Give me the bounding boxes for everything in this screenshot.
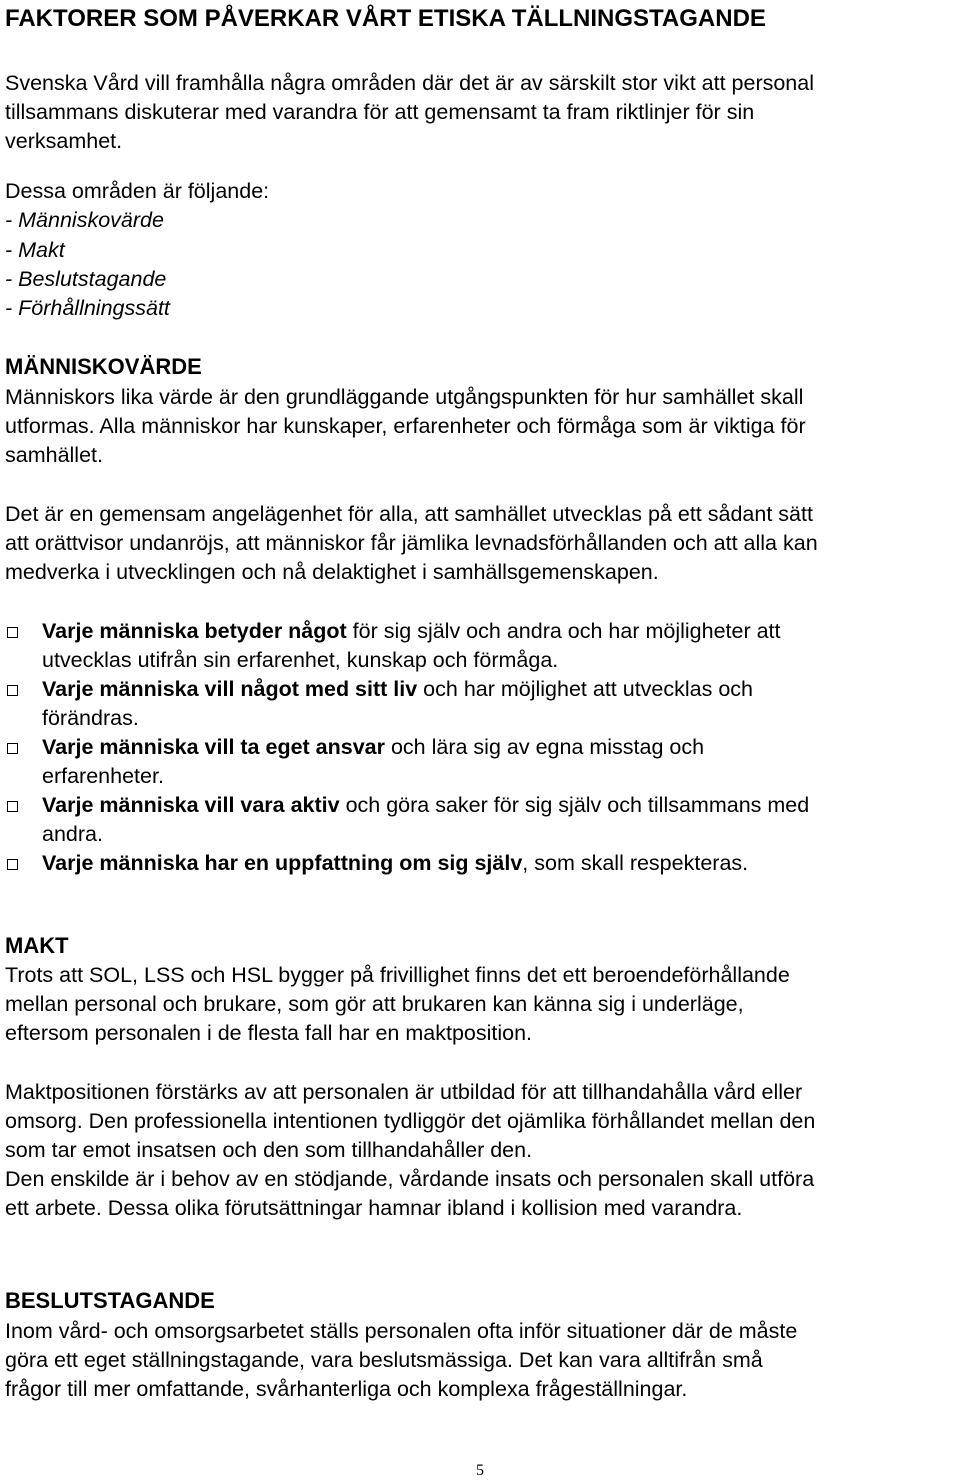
section-heading-makt: MAKT — [5, 933, 69, 958]
area-item: - Beslutstagande — [5, 267, 167, 291]
paragraph-line: eftersom personalen i de flesta fall har en maktposition. — [5, 1021, 533, 1045]
area-item: - Människovärde — [5, 208, 164, 232]
paragraph-line: samhället. — [5, 443, 103, 467]
bullet-continuation: utvecklas utifrån sin erfarenhet, kunskap och förmåga. — [42, 648, 559, 672]
checkbox-bullet-icon — [7, 859, 18, 870]
paragraph-line: medverka i utvecklingen och nå delaktighet i samhällsgemenskapen. — [5, 560, 659, 584]
checkbox-bullet-icon — [7, 743, 18, 754]
bullet-line: Varje människa vill ta eget ansvar och lära sig av egna misstag och — [42, 735, 705, 759]
paragraph-line: mellan personal och brukare, som gör att brukaren kan känna sig i underläge, — [5, 992, 744, 1016]
intro-line: verksamhet. — [5, 129, 123, 153]
paragraph-line: omsorg. Den professionella intentionen tydliggör det ojämlika förhållandet mellan den — [5, 1109, 816, 1133]
intro-line: Svenska Vård vill framhålla några områden där det är av särskilt stor vikt att personal — [5, 71, 815, 95]
bullet-line: Varje människa betyder något för sig själv och andra och har möjligheter att — [42, 619, 781, 643]
section-heading-manniskovarde: MÄNNISKOVÄRDE — [5, 354, 202, 379]
paragraph-line: Trots att SOL, LSS och HSL bygger på frivillighet finns det ett beroendeförhållande — [5, 963, 790, 987]
bullet-continuation: erfarenheter. — [42, 764, 164, 788]
paragraph-line: att orättvisor undanröjs, att människor får jämlika levnadsförhållanden och att alla kan — [5, 531, 818, 555]
paragraph-line: som tar emot insatsen och den som tillhandahåller den. — [5, 1138, 533, 1162]
bullet-continuation: förändras. — [42, 706, 139, 730]
page-number: 5 — [476, 1462, 484, 1479]
paragraph-line: ett arbete. Dessa olika förutsättningar hamnar ibland i kollision med varandra. — [5, 1196, 743, 1220]
paragraph-line: Människors lika värde är den grundläggande utgångspunkten för hur samhället skall — [5, 385, 804, 409]
areas-heading: Dessa områden är följande: — [5, 179, 270, 203]
section-heading-beslutstagande: BESLUTSTAGANDE — [5, 1288, 215, 1313]
bullet-continuation: andra. — [42, 822, 103, 846]
paragraph-line: göra ett eget ställningstagande, vara beslutsmässiga. Det kan vara alltifrån små — [5, 1348, 763, 1372]
area-item: - Förhållningssätt — [5, 296, 170, 320]
page-title: FAKTORER SOM PÅVERKAR VÅRT ETISKA TÄLLNINGSTAGANDE — [5, 5, 766, 32]
bullet-line: Varje människa vill något med sitt liv och har möjlighet att utvecklas och — [42, 677, 754, 701]
paragraph-line: utformas. Alla människor har kunskaper, erfarenheter och förmåga som är viktiga för — [5, 414, 806, 438]
paragraph-line: frågor till mer omfattande, svårhanterliga och komplexa frågeställningar. — [5, 1377, 688, 1401]
paragraph-line: Det är en gemensam angelägenhet för alla, att samhället utvecklas på ett sådant sätt — [5, 502, 813, 526]
paragraph-line: Inom vård- och omsorgsarbetet ställs personalen ofta inför situationer där de måste — [5, 1319, 798, 1343]
intro-line: tillsammans diskuterar med varandra för att gemensamt ta fram riktlinjer för sin — [5, 100, 755, 124]
paragraph-line: Den enskilde är i behov av en stödjande, vårdande insats och personalen skall utföra — [5, 1167, 815, 1191]
bullet-line: Varje människa har en uppfattning om sig själv, som skall respekteras. — [42, 851, 749, 875]
checkbox-bullet-icon — [7, 627, 18, 638]
checkbox-bullet-icon — [7, 801, 18, 812]
paragraph-line: Maktpositionen förstärks av att personalen är utbildad för att tillhandahålla vård eller — [5, 1080, 803, 1104]
bullet-line: Varje människa vill vara aktiv och göra saker för sig själv och tillsammans med — [42, 793, 810, 817]
area-item: - Makt — [5, 238, 65, 262]
checkbox-bullet-icon — [7, 685, 18, 696]
